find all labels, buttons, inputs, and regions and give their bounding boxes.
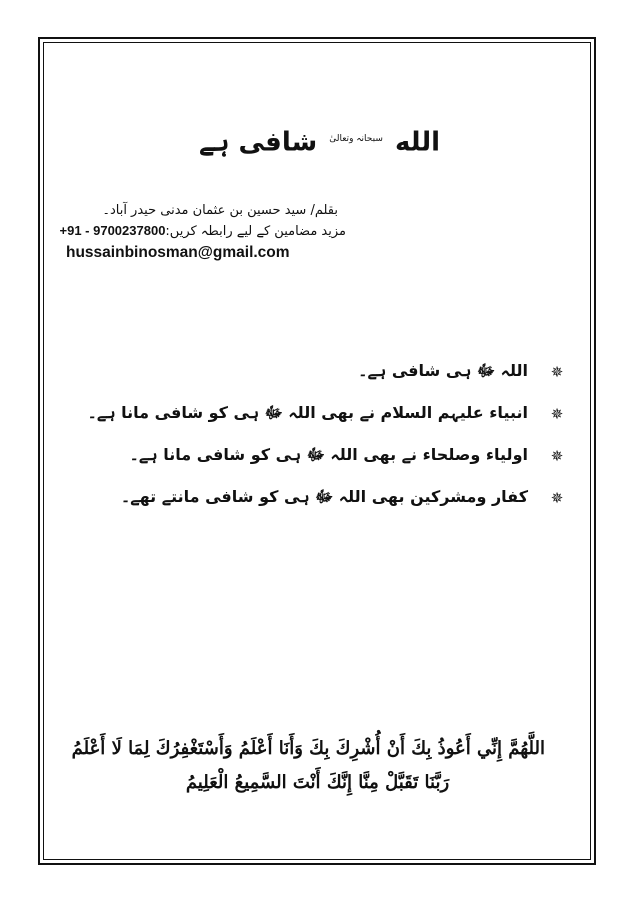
list-item xyxy=(87,404,568,424)
star-bullet-icon: ✵ xyxy=(550,489,564,507)
contact-line xyxy=(56,222,346,241)
page-title xyxy=(200,122,440,160)
point-text: اولیاء وصلحاء نے بھی اللہ ﷻ ہی کو شافی مانا ہے۔ xyxy=(129,444,528,464)
author-byline: بقلم/ سید حسین بن عثمان مدنی حیدر آباد۔ xyxy=(102,203,338,218)
email-address: hussainbinosman@gmail.com xyxy=(66,244,290,261)
star-bullet-icon: ✵ xyxy=(550,405,564,423)
point-text: انبیاء علیہم السلام نے بھی اللہ ﷻ ہی کو شافی مانا ہے۔ xyxy=(87,402,528,422)
list-item xyxy=(87,362,568,382)
title-allah: الله xyxy=(394,127,440,158)
point-text: کفار ومشرکین بھی اللہ ﷻ ہی کو شافی مانتے تھے۔ xyxy=(120,486,528,506)
points-list xyxy=(87,362,568,530)
phone-number: +91 - 9700237800 xyxy=(59,223,166,238)
contact-label: مزید مضامین کے لیے رابطہ کریں: xyxy=(165,224,346,239)
star-bullet-icon: ✵ xyxy=(550,363,564,381)
title-rest: شافی ہے xyxy=(198,127,318,158)
list-item xyxy=(87,488,568,508)
dua-line-2: رَبَّنَا تَقَبَّلْ مِنَّا إِنَّكَ أَنْتَ السَّمِيعُ الْعَلِيمُ xyxy=(185,772,450,793)
list-item xyxy=(87,446,568,466)
title-honorific: سبحانہ وتعالیٰ xyxy=(329,134,383,144)
point-text: اللہ ﷻ ہی شافی ہے۔ xyxy=(358,360,528,380)
star-bullet-icon: ✵ xyxy=(550,447,564,465)
dua-line-1: اللَّهُمَّ إِنِّي أَعُوذُ بِكَ أَنْ أُشْرِكَ بِكَ وَأَنَا أَعْلَمُ وَأَسْتَغْفِرُكَ لِمَا لَا أَعْلَمُ xyxy=(71,738,545,759)
